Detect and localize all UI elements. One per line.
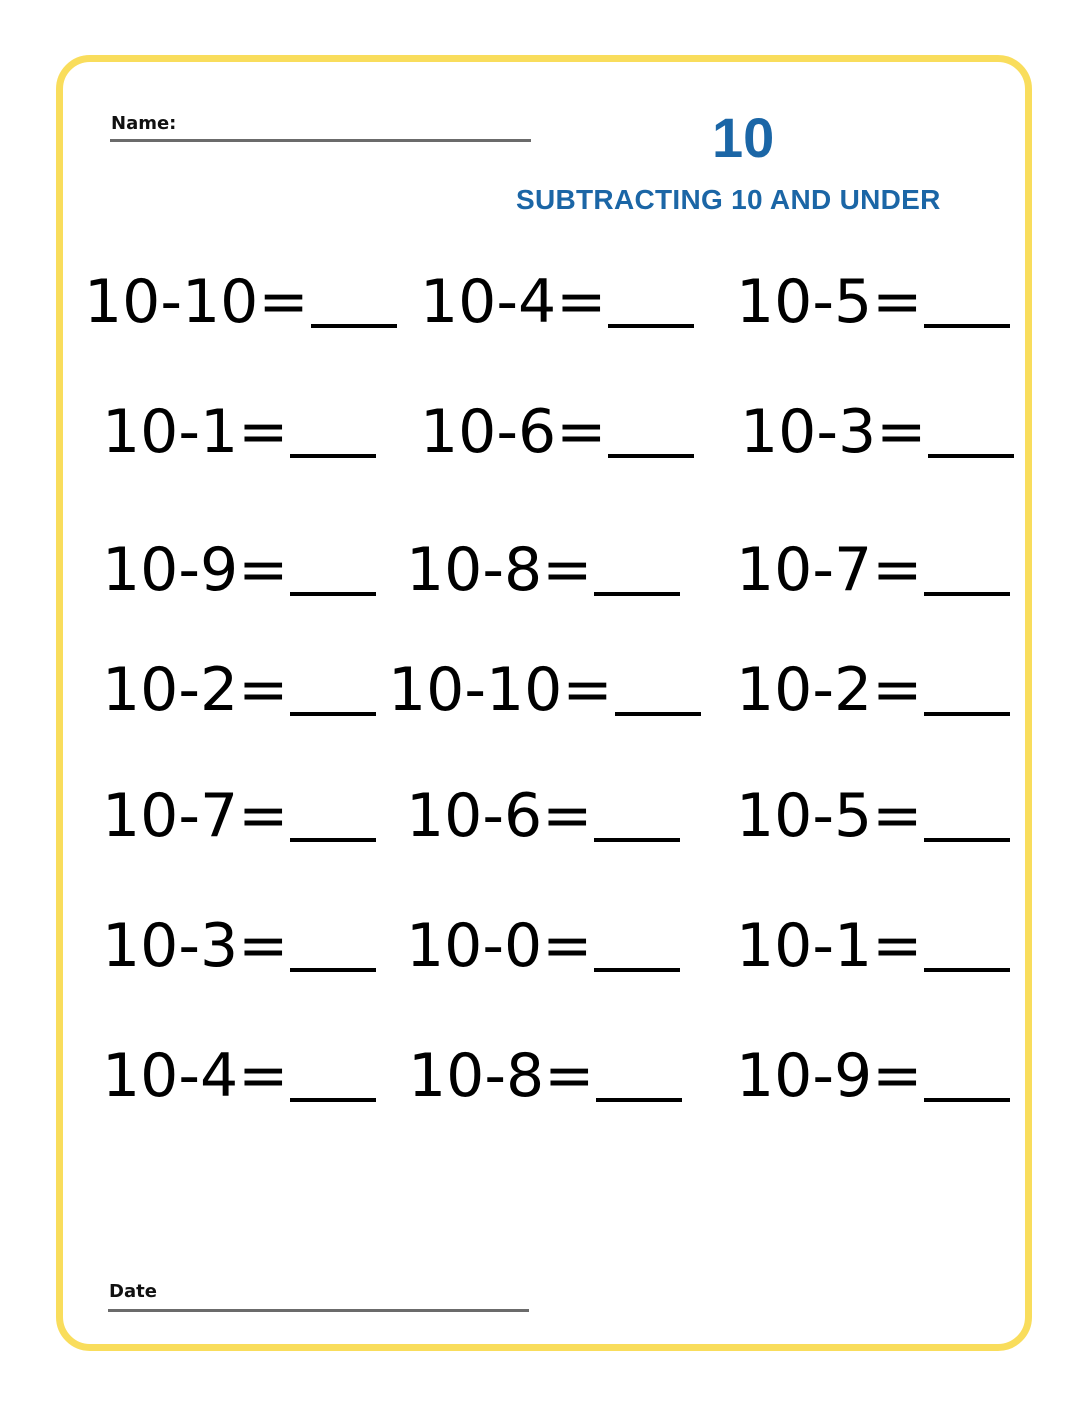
problem-item bbox=[406, 781, 680, 851]
problem-item bbox=[736, 535, 1010, 605]
answer-blank[interactable] bbox=[290, 712, 376, 716]
problem-expression: 10-1= bbox=[102, 397, 289, 467]
problem-item bbox=[102, 397, 376, 467]
problem-expression: 10-1= bbox=[736, 911, 923, 981]
problem-item bbox=[736, 267, 1010, 337]
problem-expression: 10-7= bbox=[102, 781, 289, 851]
problem-item bbox=[102, 535, 376, 605]
answer-blank[interactable] bbox=[594, 592, 680, 596]
worksheet-number: 10 bbox=[712, 106, 775, 169]
problem-item bbox=[408, 1041, 682, 1111]
problem-expression: 10-6= bbox=[406, 781, 593, 851]
problem-item bbox=[406, 911, 680, 981]
problem-item bbox=[388, 655, 701, 725]
answer-blank[interactable] bbox=[615, 712, 701, 716]
answer-blank[interactable] bbox=[311, 324, 397, 328]
answer-blank[interactable] bbox=[608, 324, 694, 328]
problem-item bbox=[102, 781, 376, 851]
problem-item bbox=[736, 911, 1010, 981]
answer-blank[interactable] bbox=[924, 712, 1010, 716]
answer-blank[interactable] bbox=[928, 454, 1014, 458]
worksheet-subtitle: SUBTRACTING 10 AND UNDER bbox=[516, 184, 941, 215]
name-label: Name: bbox=[111, 113, 177, 134]
answer-blank[interactable] bbox=[608, 454, 694, 458]
problem-expression: 10-0= bbox=[406, 911, 593, 981]
problem-item bbox=[102, 1041, 376, 1111]
answer-blank[interactable] bbox=[290, 1098, 376, 1102]
problem-expression: 10-7= bbox=[736, 535, 923, 605]
problem-expression: 10-2= bbox=[102, 655, 289, 725]
problem-item bbox=[102, 911, 376, 981]
problem-expression: 10-8= bbox=[408, 1041, 595, 1111]
problem-expression: 10-5= bbox=[736, 267, 923, 337]
problem-expression: 10-2= bbox=[736, 655, 923, 725]
problem-expression: 10-4= bbox=[102, 1041, 289, 1111]
date-label: Date bbox=[109, 1281, 157, 1302]
problem-expression: 10-10= bbox=[84, 267, 309, 337]
answer-blank[interactable] bbox=[290, 968, 376, 972]
problem-item bbox=[736, 1041, 1010, 1111]
problem-expression: 10-3= bbox=[740, 397, 927, 467]
answer-blank[interactable] bbox=[594, 968, 680, 972]
problem-item bbox=[84, 267, 397, 337]
answer-blank[interactable] bbox=[596, 1098, 682, 1102]
problem-item bbox=[102, 655, 376, 725]
name-input-line[interactable] bbox=[110, 139, 531, 142]
problem-expression: 10-9= bbox=[102, 535, 289, 605]
answer-blank[interactable] bbox=[290, 592, 376, 596]
problem-item bbox=[740, 397, 1014, 467]
problem-expression: 10-8= bbox=[406, 535, 593, 605]
answer-blank[interactable] bbox=[290, 454, 376, 458]
problem-expression: 10-5= bbox=[736, 781, 923, 851]
problem-item bbox=[420, 397, 694, 467]
answer-blank[interactable] bbox=[924, 838, 1010, 842]
problem-item bbox=[736, 781, 1010, 851]
problem-expression: 10-9= bbox=[736, 1041, 923, 1111]
problem-item bbox=[736, 655, 1010, 725]
problem-item bbox=[406, 535, 680, 605]
problem-expression: 10-10= bbox=[388, 655, 613, 725]
answer-blank[interactable] bbox=[924, 968, 1010, 972]
answer-blank[interactable] bbox=[290, 838, 376, 842]
problem-item bbox=[420, 267, 694, 337]
answer-blank[interactable] bbox=[924, 592, 1010, 596]
problem-expression: 10-4= bbox=[420, 267, 607, 337]
problem-expression: 10-6= bbox=[420, 397, 607, 467]
problem-expression: 10-3= bbox=[102, 911, 289, 981]
answer-blank[interactable] bbox=[924, 324, 1010, 328]
date-input-line[interactable] bbox=[108, 1309, 529, 1312]
answer-blank[interactable] bbox=[594, 838, 680, 842]
answer-blank[interactable] bbox=[924, 1098, 1010, 1102]
